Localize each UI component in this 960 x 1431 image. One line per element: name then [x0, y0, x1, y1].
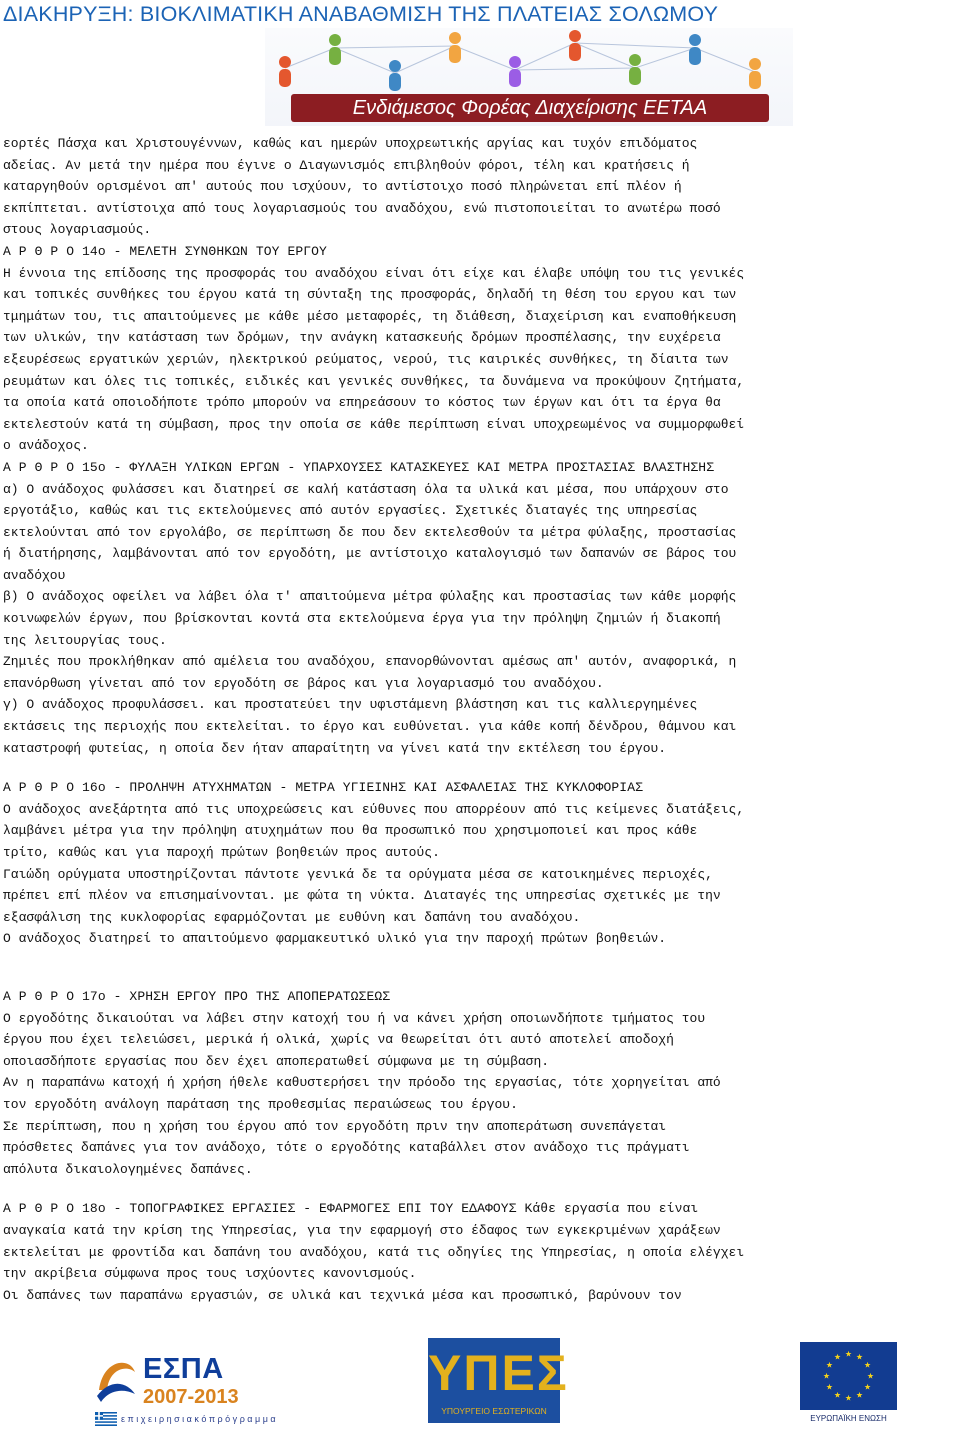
text-line: και τοπικές συνθήκες του έργου κατά τη σύνταξη της προσφοράς, δηλαδή τη θέση του εργου και των — [3, 287, 737, 303]
text-line: Ο ανάδοχος διατηρεί το απαιτούμενο φαρμακευτικό υλικό για την παροχή πρώτων βοηθειών. — [3, 931, 667, 947]
text-line: εκτάσεις της περιοχής που εκτελείται. το έργο και ευθύνεται. για κάθε κοπή δένδρου, θάμνου και — [3, 719, 737, 735]
text-line: Γαιώδη ορύγματα υποστηρίζονται πάντοτε γενικά δε τα ορύγματα μέσα σε κατοικημένες περιοχές, — [3, 866, 713, 882]
article-heading: Α Ρ Θ Ρ Ο 16ο - ΠΡΟΛΗΨΗ ΑΤΥΧΗΜΑΤΩΝ - ΜΕΤΡΑ ΥΓΙΕΙΝΗΣ ΚΑΙ ΑΣΦΑΛΕΙΑΣ ΤΗΣ ΚΥΚΛΟΦΟΡΙΑΣ — [3, 780, 644, 796]
text-line: τον εργοδότη ανάλογη παράταση της προθεσμίας περαιώσεως του έργου. — [3, 1096, 518, 1112]
text-line: των υλικών, την κατάσταση των δρόμων, την ανάγκη κατασκευής δρόμων προσπέλασης, την ευχέρεια — [3, 330, 721, 346]
text-line: εκτελεστούν κατά τη σύμβαση, προς την οποία σε κάθε περίπτωση είναι υποχρεωμένος να συμμορφωθεί — [3, 416, 745, 432]
blank-line — [3, 950, 957, 968]
text-line: ρευμάτων και όλες τις τοπικές, ειδικές και γενικές συνθήκες, τα δυνάμενα να προκύψουν ζητήματα, — [3, 373, 745, 389]
organization-band: Ενδιάμεσος Φορέας Διαχείρισης ΕΕΤΑΑ — [291, 94, 769, 122]
greek-flag-icon — [95, 1412, 117, 1426]
espa-word: ΕΣΠΑ — [143, 1353, 224, 1385]
text-line: οποιασδήποτε εργασίας που δεν έχει αποπερατωθεί σύμφωνα με τη σύμβαση. — [3, 1053, 550, 1069]
ypes-subtitle: ΥΠΟΥΡΓΕΙΟ ΕΣΩΤΕΡΙΚΩΝ — [441, 1406, 547, 1416]
text-line: εκτελείται με φροντίδα και δαπάνη του αναδόχου, κατά τις οδηγίες της Υπηρεσίας, η οποία ελέγχει — [3, 1244, 745, 1260]
text-line: καταστροφή φυτείας, η οποία δεν ήταν απαραίτητη να γίνει κατά την εκτέλεση του έργου. — [3, 740, 667, 756]
eu-stars-flag-icon — [800, 1342, 897, 1410]
text-line: αδείας. Αν μετά την ημέρα που έγινε ο Διαγωνισμός επιβληθούν φόροι, τέλη και κρατήσεις ή — [3, 157, 690, 173]
footer-logos — [0, 1336, 960, 1431]
text-line: εργοτάξιο, καθώς και τις εκτελούμενες από αυτόν εργασίες. Σχετικές διαταγές της υπηρεσίας — [3, 503, 698, 519]
text-line: Ο εργοδότης δικαιούται να λάβει στην κατοχή του ή να κάνει χρήση οποιωνδήποτε τμήματος του — [3, 1010, 706, 1026]
article-heading: Α Ρ Θ Ρ Ο 18ο - ΤΟΠΟΓΡΑΦΙΚΕΣ ΕΡΓΑΣΙΕΣ - ΕΦΑΡΜΟΓΕΣ ΕΠΙ ΤΟΥ ΕΔΑΦΟΥΣ Κάθε εργασία που είναι — [3, 1201, 699, 1217]
document-title: ΔΙΑΚΗΡΥΞΗ: ΒΙΟΚΛΙΜΑΤΙΚΗ ΑΝΑΒΑΘΜΙΣΗ ΤΗΣ ΠΛΑΤΕΙΑΣ ΣΟΛΩΜΟΥ — [3, 2, 719, 26]
text-line: γ) Ο ανάδοχος προφυλάσσει. και προστατεύει την υφιστάμενη βλάστηση και τις καλλιεργημένες — [3, 697, 698, 713]
text-line: Ζημιές που προκλήθηκαν από αμέλεια του αναδόχου, επανορθώνονται αμέσως απ' αυτόν, αναφορικά, η — [3, 654, 737, 670]
document-body — [3, 133, 957, 1306]
header-banner — [265, 28, 793, 126]
text-line: εξασφάλιση της κυκλοφορίας εφαρμόζονται με ευθύνη και δαπάνη του αναδόχου. — [3, 909, 581, 925]
text-line: της λειτουργίας τους. — [3, 632, 167, 648]
text-line: την ακρίβεια σύμφωνα προς τους ισχύοντες κανονισμούς. — [3, 1266, 417, 1282]
text-line: Αν η παραπάνω κατοχή ή χρήση ήθελε καθυστερήσει την πρόοδο της εργασίας, τότε χορηγείται από — [3, 1075, 721, 1091]
article-heading: Α Ρ Θ Ρ Ο 15ο - ΦΥΛΑΞΗ ΥΛΙΚΩΝ ΕΡΓΩΝ - ΥΠΑΡΧΟΥΣΕΣ ΚΑΤΑΣΚΕΥΕΣ ΚΑΙ ΜΕΤΡΑ ΠΡΟΣΤΑΣΙΑΣ ΒΛΑΣΤΗΣΗΣ — [3, 459, 715, 475]
text-line: α) Ο ανάδοχος φυλάσσει και διατηρεί σε καλή κατάσταση όλα τα υλικά και μέσα, που υπάρχουν στο — [3, 481, 729, 497]
text-line: απόλυτα δικαιολογημένες δαπάνες. — [3, 1161, 253, 1177]
text-line: πρόσθετες δαπάνες για τον ανάδοχο, τότε ο εργοδότης καταβάλλει στον ανάδοχο τις πράγματι — [3, 1140, 690, 1156]
espa-slogan: ε π ι χ ε ι ρ η σ ι α κ ό π ρ ό γ ρ α μ μ α — [121, 1414, 276, 1424]
text-line: επανόρθωση γίνεται από τον εργοδότη σε βάρος και για λογαριασμό του αναδόχου. — [3, 675, 604, 691]
text-line: έργου που έχει τελειώσει, μερικά ή ολικά, χωρίς να θεωρείται ότι αυτό αποτελεί αποδοχή — [3, 1032, 674, 1048]
ypes-logo — [428, 1338, 569, 1423]
text-line: εορτές Πάσχα και Χριστουγέννων, καθώς και ημερών υποχρεωτικής αργίας και τυχόν επιδόματος — [3, 136, 698, 151]
eu-caption: ΕΥΡΩΠΑΪΚΗ ΕΝΩΣΗ — [810, 1414, 887, 1423]
text-line: αναγκαία κατά την κρίση της Υπηρεσίας, για την εφαρμογή στο έδαφος των εγκεκριμένων χαράξεων — [3, 1222, 721, 1238]
text-line: τμημάτων του, τις απαιτούμενες με κάθε μέσο μεταφορές, τη διάθεση, διαχείριση και εναποθήκευση — [3, 308, 737, 324]
espa-swirl-icon — [91, 1350, 141, 1412]
text-line: β) Ο ανάδοχος οφείλει να λάβει όλα τ' απαιτούμενα μέτρα φύλαξης και προστασίας των κάθε μορφής — [3, 589, 737, 605]
text-line: Οι δαπάνες των παραπάνω εργασιών, σε υλικά και τεχνικά μέσα και προσωπικό, βαρύνουν τον — [3, 1287, 682, 1303]
espa-logo — [91, 1342, 276, 1430]
text-line: τα οποία κατά οποιοδήποτε τρόπο μπορούν να επηρεάσουν το κόστος των έργων και ότι τα έργα θα — [3, 395, 721, 411]
text-line: λαμβάνει μέτρα για την πρόληψη ατυχημάτων που θα προσωπικό που χρησιμοποιεί και προς κάθε — [3, 823, 698, 839]
text-line: καταργηθούν ορισμένοι απ' αυτούς που ισχύουν, το αντίστοιχο ποσό πληρώνεται επί πλέον ή — [3, 179, 682, 195]
text-line: ο ανάδοχος. — [3, 438, 89, 454]
text-line: αναδόχου — [3, 567, 66, 583]
text-line: τρίτο, καθώς και για παροχή πρώτων βοηθειών προς αυτούς. — [3, 845, 440, 860]
eu-logo — [800, 1342, 897, 1428]
espa-years: 2007-2013 — [143, 1386, 239, 1408]
text-line: Σε περίπτωση, που η χρήση του έργου από τον εργοδότη πριν την αποπεράτωση συνεπάγεται — [3, 1118, 667, 1134]
blank-line — [3, 759, 957, 777]
text-line: ή διατήρησης, λαμβάνονται από τον εργοδότη, με αντίστοιχο καταλογισμό των δαπανών σε βάρος του — [3, 546, 737, 562]
text-line: Ο ανάδοχος ανεξάρτητα από τις υποχρεώσεις και εύθυνες που απορρέουν από τις κείμενες διατάξεις, — [3, 801, 745, 817]
text-line: εκτελούνται από τον εργολάβο, σε περίπτωση δε που δεν εκτελεσθούν τα μέτρα φύλαξης, προστασίας — [3, 524, 737, 540]
text-line: πρέπει επί πλέον να επισημαίνονται. με φώτα τη νύκτα. Διαταγές της υπηρεσίας σχετικές με την — [3, 888, 721, 904]
text-line: Η έννοια της επίδοσης της προσφοράς του αναδόχου είναι ότι είχε και έλαβε υπόψη του τις γενικές — [3, 265, 745, 281]
text-line: κοινωφελών έργων, που βρίσκονται κοντά στα εκτελούμενα έργα για την πρόληψη ζημιών ή διακοπή — [3, 611, 721, 627]
ypes-word: ΥΠΕΣ — [428, 1345, 569, 1401]
article-heading: Α Ρ Θ Ρ Ο 17ο - ΧΡΗΣΗ ΕΡΓΟΥ ΠΡΟ ΤΗΣ ΑΠΟΠΕΡΑΤΩΣΕΩΣ — [3, 988, 391, 1004]
blank-line — [3, 968, 957, 986]
text-line: στους λογαριασμούς. — [3, 222, 152, 238]
text-line: εξευρέσεως εργατικών χεριών, ηλεκτρικού ρεύματος, νερού, τις καιρικές συνθήκες, τη δίαιτα των — [3, 351, 729, 367]
text-line: εκπίπτεται. αντίστοιχα από τους λογαριασμούς του αναδόχου, ενώ πιστοποιείται το ανωτέρω ποσό — [3, 200, 721, 216]
article-heading: Α Ρ Θ Ρ Ο 14ο - ΜΕΛΕΤΗ ΣΥΝΘΗΚΩΝ ΤΟΥ ΕΡΓΟΥ — [3, 243, 327, 259]
blank-line — [3, 1180, 957, 1198]
